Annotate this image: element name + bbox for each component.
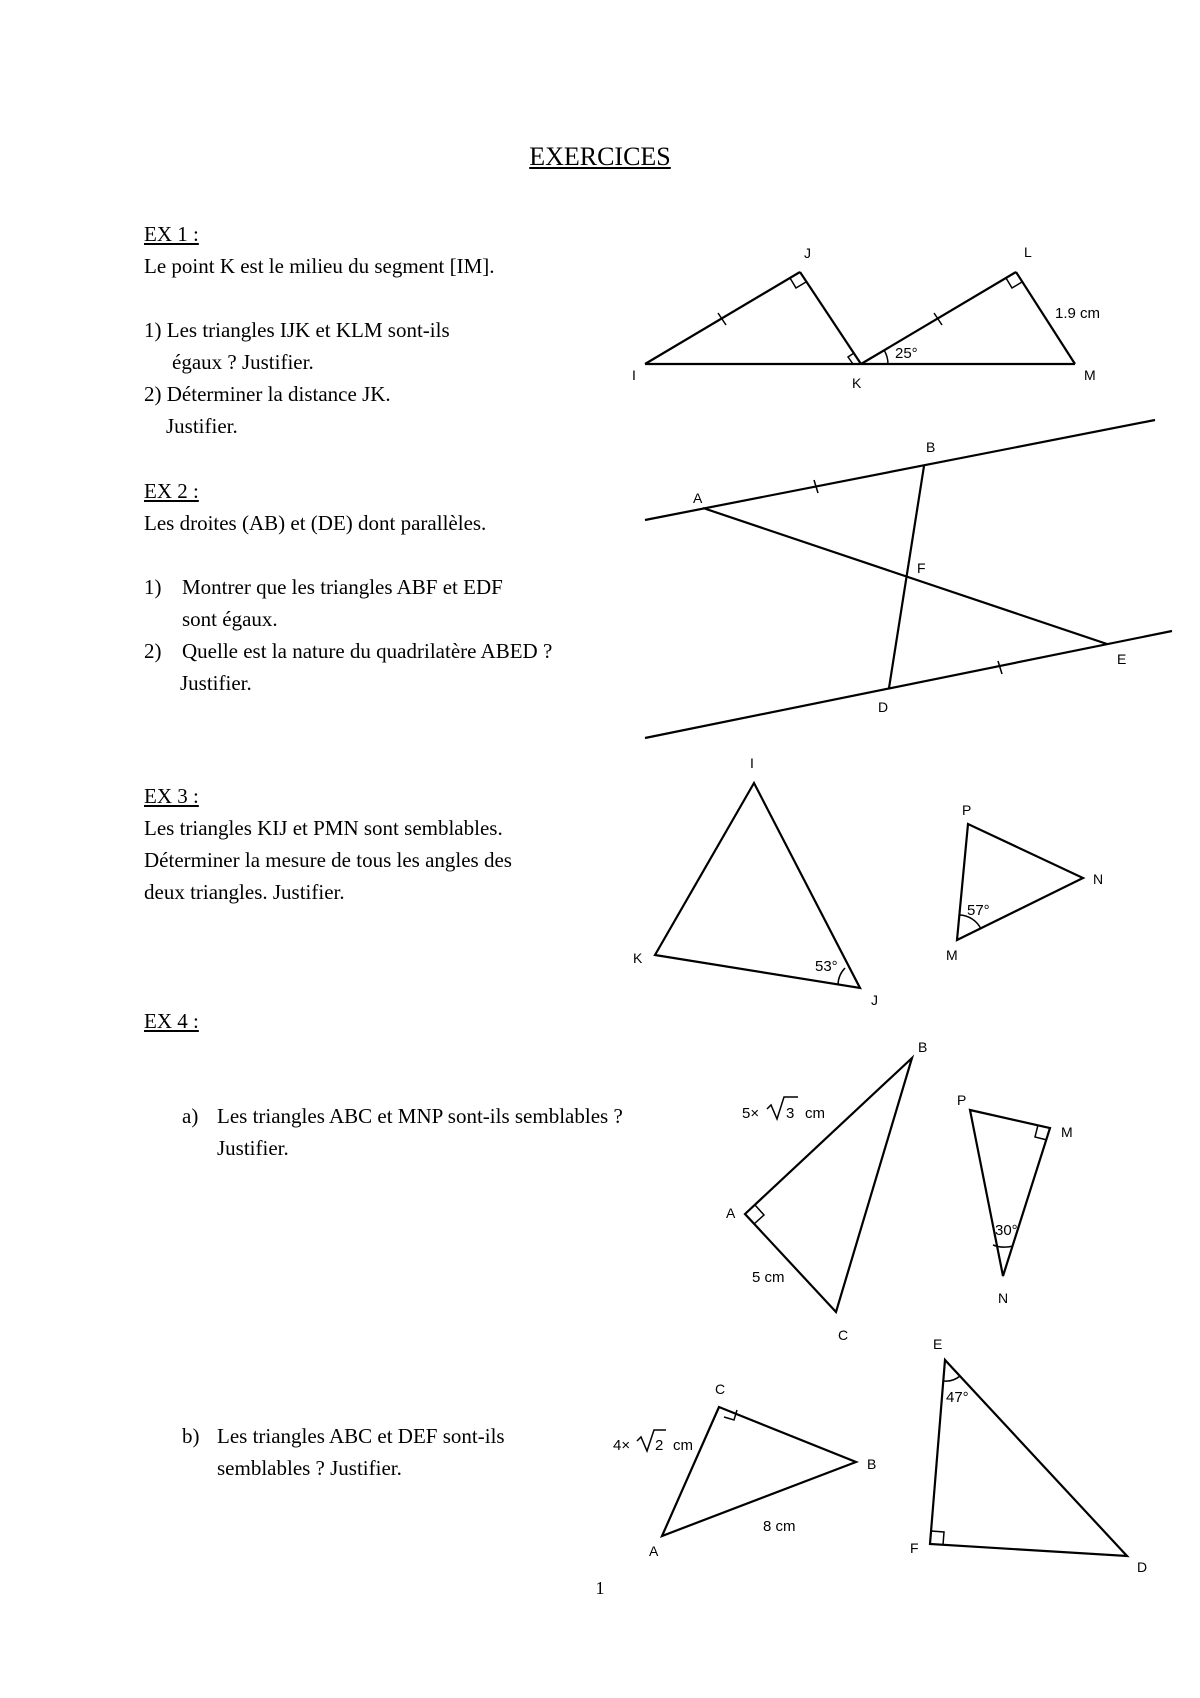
ex4b-side-root: 2 <box>655 1437 664 1454</box>
ex4a-figure <box>726 1039 1073 1343</box>
page-number: 1 <box>595 1578 605 1598</box>
ex1-label-k: K <box>852 375 862 391</box>
ex4b-angle-arc-e <box>944 1376 960 1381</box>
ex1-heading: EX 1 : <box>144 222 199 246</box>
ex2-label-f: F <box>917 560 926 576</box>
ex1-angle-label: 25° <box>895 345 918 362</box>
ex1-right-angle-j <box>790 278 806 288</box>
ex1-q1-line1: 1) Les triangles IJK et KLM sont-ils <box>144 318 450 342</box>
ex2-q2-line2: Justifier. <box>180 671 252 695</box>
ex4-b-number: b) <box>182 1424 200 1448</box>
ex2-label-e: E <box>1117 651 1127 667</box>
ex4b-label-e: E <box>933 1336 943 1352</box>
ex3-label-n: N <box>1093 871 1104 887</box>
ex2-label-d: D <box>878 699 889 715</box>
ex3-line1: Les triangles KIJ et PMN sont semblables. <box>144 816 503 840</box>
ex4a-hyp-coef: 5× <box>742 1105 760 1122</box>
ex3-line3: deux triangles. Justifier. <box>144 880 345 904</box>
ex4-a-line2: Justifier. <box>217 1136 289 1160</box>
ex4a-label-b: B <box>918 1039 928 1055</box>
ex2-segment-ae <box>703 508 1107 644</box>
ex1-figure <box>632 244 1100 391</box>
ex2-label-b: B <box>926 439 936 455</box>
ex2-label-a: A <box>693 490 703 506</box>
ex4a-hyp-root: 3 <box>786 1105 795 1122</box>
ex4b-label-d: D <box>1137 1559 1148 1575</box>
ex4b-figure <box>613 1336 1147 1575</box>
ex1-label-m: M <box>1084 367 1096 383</box>
ex1-angle-arc-k <box>884 350 888 364</box>
ex3-angle-m-label: 57° <box>967 902 990 919</box>
ex4a-triangle-mnp <box>970 1110 1050 1276</box>
ex4-b-line1: Les triangles ABC et DEF sont-ils <box>217 1424 505 1448</box>
ex4-heading: EX 4 : <box>144 1009 199 1033</box>
ex4b-angle-e-label: 47° <box>946 1389 969 1406</box>
ex1-right-angle-k <box>848 353 854 364</box>
ex1-q2-line2: Justifier. <box>166 414 238 438</box>
ex2-heading: EX 2 : <box>144 479 199 503</box>
ex2-figure <box>645 420 1172 738</box>
ex1-length-label: 1.9 cm <box>1055 305 1101 322</box>
ex4b-side-unit: cm <box>673 1437 693 1454</box>
ex4a-angle-n-label: 30° <box>995 1222 1018 1239</box>
ex3-figure <box>633 755 1103 1008</box>
ex3-label-k: K <box>633 950 643 966</box>
ex4-b-line2: semblables ? Justifier. <box>217 1456 402 1480</box>
ex4a-right-angle-a <box>754 1205 764 1224</box>
ex4a-side-label: 5 cm <box>752 1269 785 1286</box>
ex2-tick-de <box>998 661 1002 674</box>
ex4a-label-m: M <box>1061 1124 1073 1140</box>
ex3-heading: EX 3 : <box>144 784 199 808</box>
ex3-line2: Déterminer la mesure de tous les angles des <box>144 848 512 872</box>
ex3-angle-arc-j <box>838 968 845 985</box>
page-title: EXERCICES <box>529 142 671 171</box>
ex3-angle-j-label: 53° <box>815 958 838 975</box>
ex4a-hyp-unit: cm <box>805 1105 825 1122</box>
ex4a-label-a: A <box>726 1205 736 1221</box>
ex3-label-p: P <box>962 802 972 818</box>
ex4b-triangle-abc <box>662 1407 856 1536</box>
ex2-q1-line1: Montrer que les triangles ABF et EDF <box>182 575 503 599</box>
ex4b-side2-label: 8 cm <box>763 1518 796 1535</box>
ex1-segment-ij <box>645 272 800 364</box>
ex2-line-de <box>645 631 1172 738</box>
ex1-label-i: I <box>632 367 636 383</box>
ex2-q2-line1: Quelle est la nature du quadrilatère ABED ? <box>182 639 553 663</box>
ex2-q2-number: 2) <box>144 639 162 663</box>
ex4a-label-c: C <box>838 1327 849 1343</box>
ex3-label-j: J <box>871 992 878 1008</box>
ex4b-label-c: C <box>715 1381 726 1397</box>
ex3-label-i: I <box>750 755 754 771</box>
ex4a-label-n: N <box>998 1290 1009 1306</box>
ex2-line-ab <box>645 420 1155 520</box>
ex4a-angle-arc-n <box>993 1245 1013 1247</box>
ex4-a-line1: Les triangles ABC et MNP sont-ils semblables ? <box>217 1104 623 1128</box>
ex4a-label-p: P <box>957 1092 967 1108</box>
ex4b-side-coef: 4× <box>613 1437 631 1454</box>
ex2-q1-line2: sont égaux. <box>182 607 278 631</box>
ex1-intro: Le point K est le milieu du segment [IM]. <box>144 254 495 278</box>
ex2-intro: Les droites (AB) et (DE) dont parallèles. <box>144 511 487 535</box>
ex1-segment-jk <box>800 272 861 364</box>
ex1-q1-line2: égaux ? Justifier. <box>172 350 314 374</box>
ex4b-right-angle-f <box>931 1531 944 1545</box>
ex1-q2-line1: 2) Déterminer la distance JK. <box>144 382 391 406</box>
ex1-label-l: L <box>1024 244 1032 260</box>
ex1-label-j: J <box>804 245 811 261</box>
ex3-label-m: M <box>946 947 958 963</box>
ex4b-label-a: A <box>649 1543 659 1559</box>
ex4b-label-b: B <box>867 1456 877 1472</box>
ex2-segment-bd <box>889 466 924 688</box>
ex2-q1-number: 1) <box>144 575 162 599</box>
ex4-a-number: a) <box>182 1104 199 1128</box>
ex4b-label-f: F <box>910 1540 919 1556</box>
